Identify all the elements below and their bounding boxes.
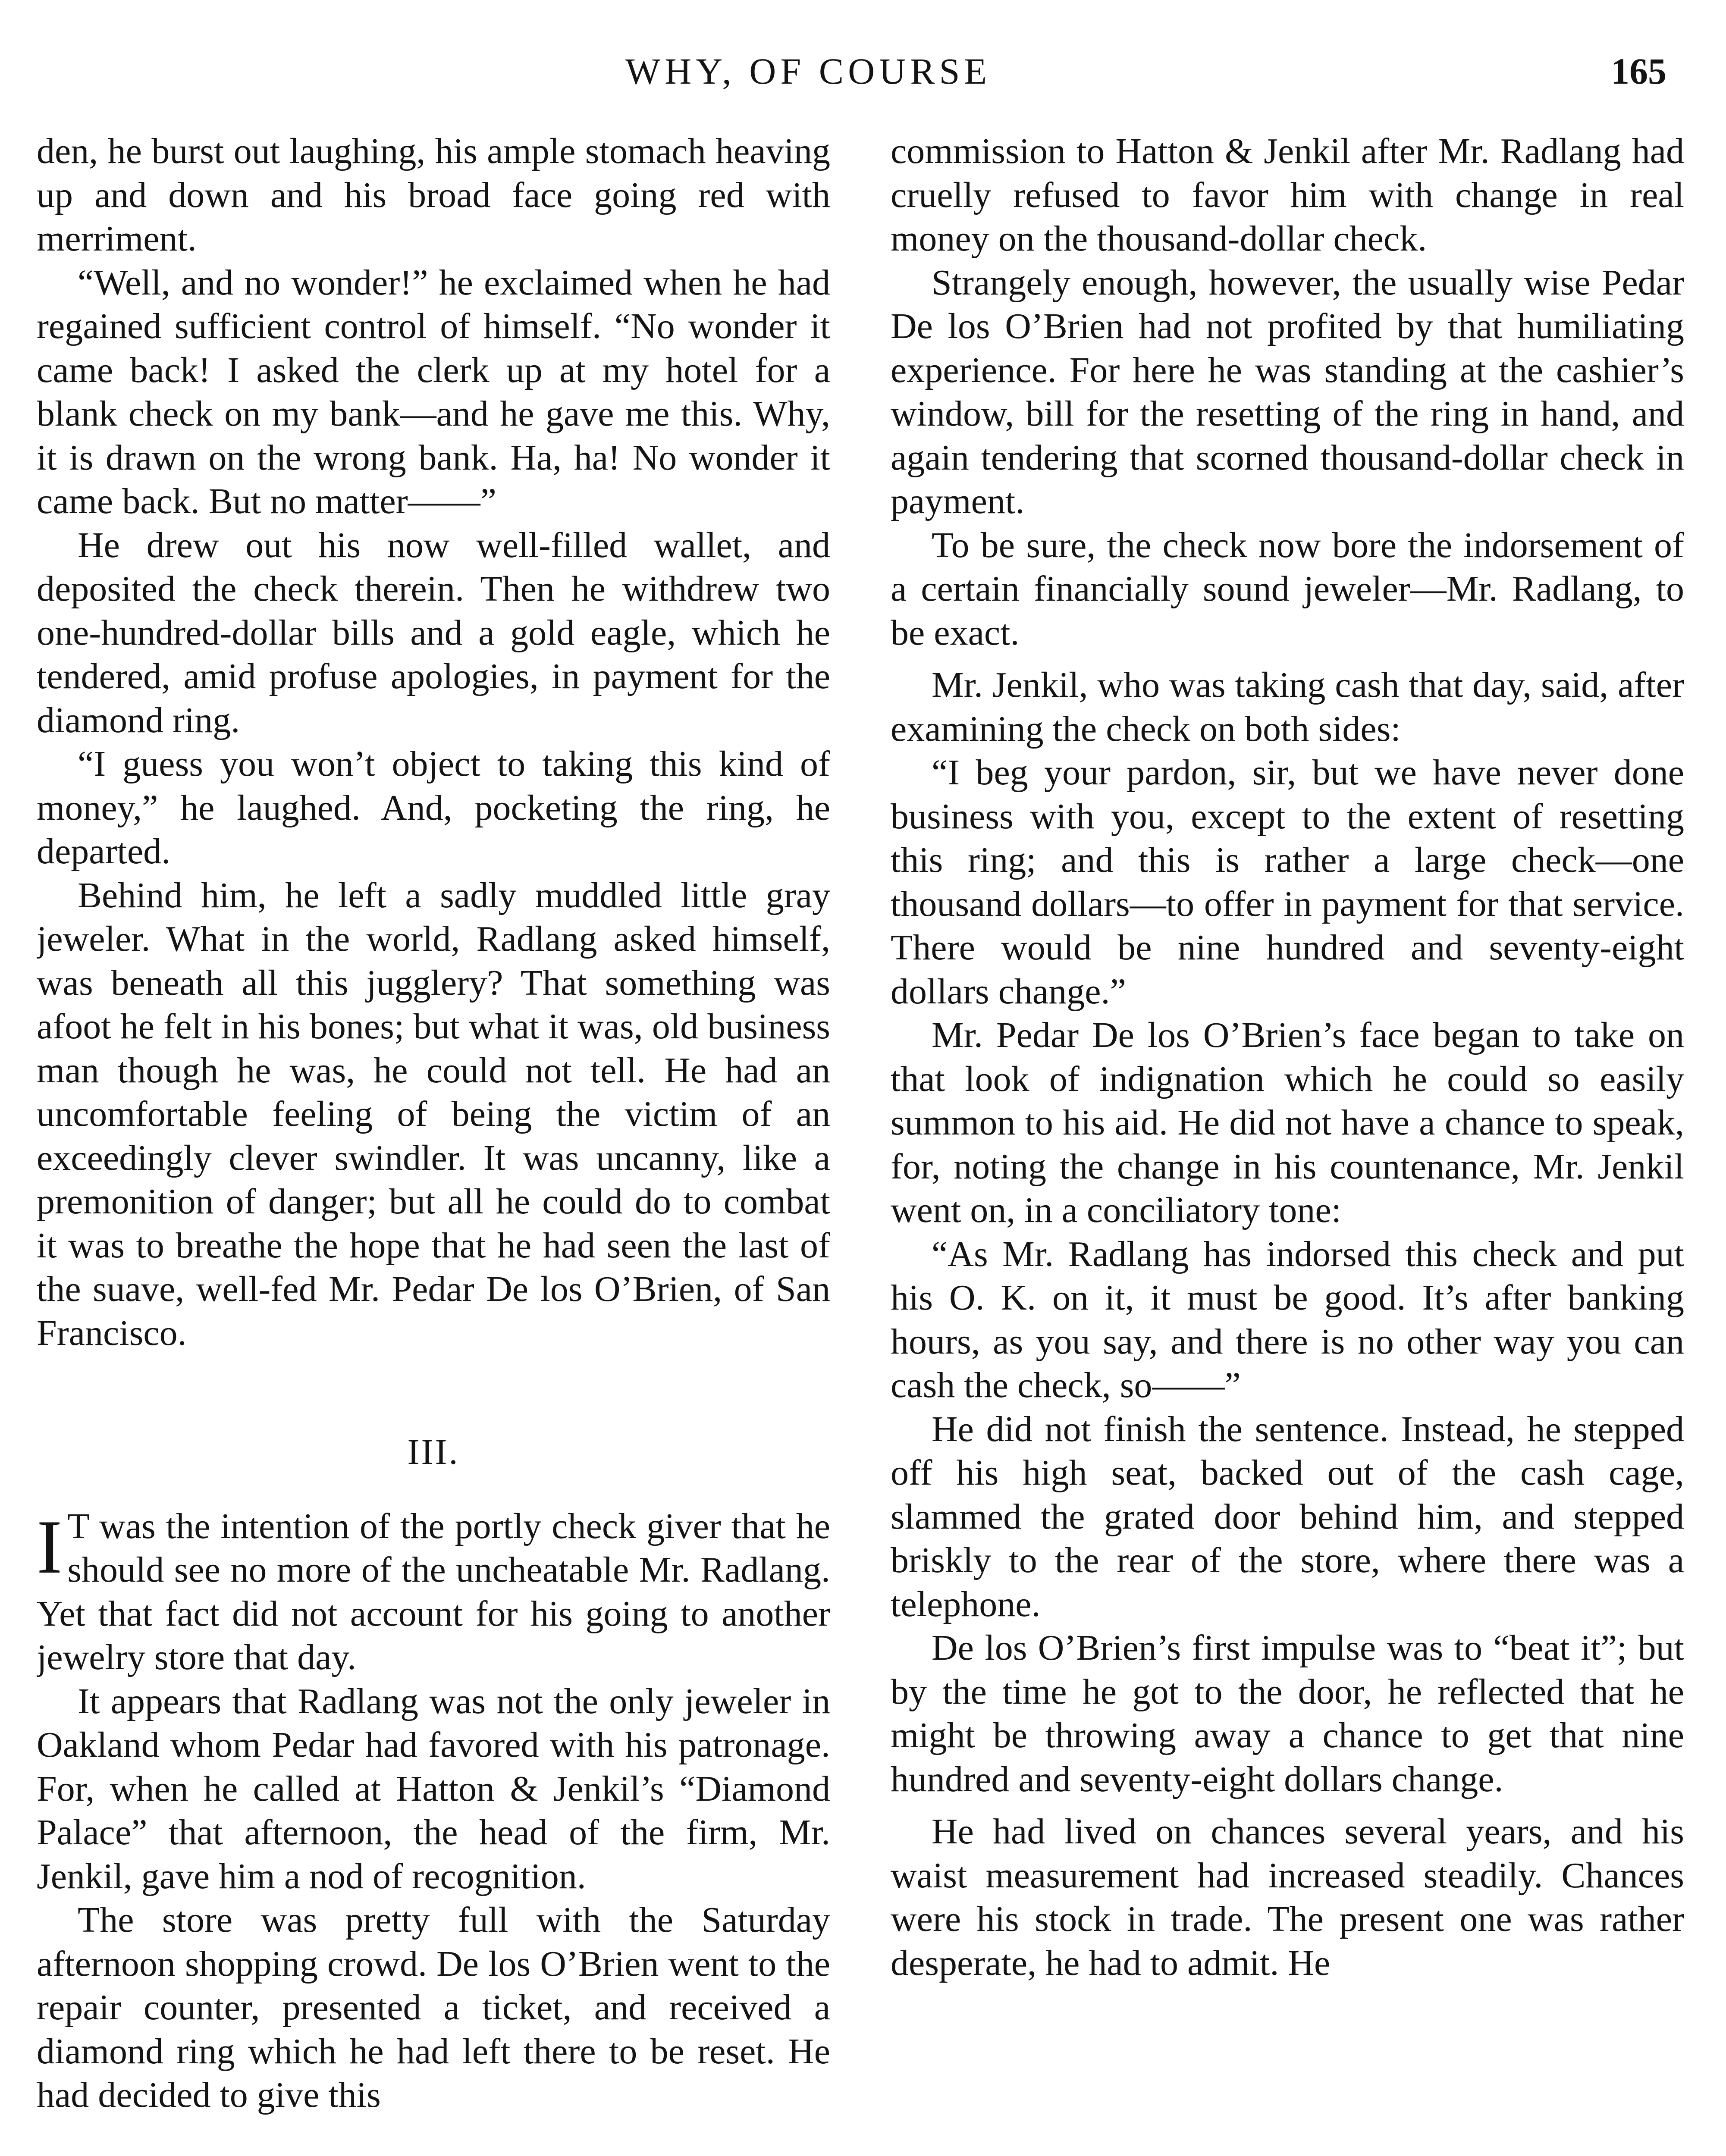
paragraph: It appears that Radlang was not the only jeweler in Oakland whom Pedar had favored with his patronage. For, when he called at Hatton & Jenkil’s “Diamond Palace” that afternoon, the head of the firm, Mr. Jenkil, gave him a nod of recognition.: [37, 1681, 830, 1896]
page-number: 165: [1611, 50, 1666, 92]
paragraph-continued: commission to Hatton & Jenkil after Mr. Radlang had cruelly refused to favor him with change in real money on the thousand-dollar check.: [891, 131, 1684, 259]
paragraph: Mr. Pedar De los O’Brien’s face began to take on that look of indignation which he could so easily summon to his aid. He did not have a chance to speak, for, noting the change in his countenance, Mr. Jenkil went on, in a conciliatory tone:: [891, 1015, 1684, 1230]
paragraph: He drew out his now well-filled wallet, and deposited the check therein. Then he withdrew two one-hundred-dollar bills and a gold eagle, which he tendered, amid profuse apologies, in payment for the diamond ring.: [37, 525, 830, 740]
paragraph-continued: den, he burst out laughing, his ample stomach heaving up and down and his broad face going red with merriment.: [37, 131, 830, 259]
paragraph: Behind him, he left a sadly muddled little gray jeweler. What in the world, Radlang asked himself, was beneath all this jugglery? That something was afoot he felt in his bones; but what it was, old business man though he was, he could not tell. He had an uncomfortable feeling of being the victim of an exceedingly clever swindler. It was uncanny, like a premonition of danger; but all he could do to combat it was to breathe the hope that he had seen the last of the suave, well-fed Mr. Pedar De los O’Brien, of San Francisco.: [37, 875, 830, 1353]
paragraph: He had lived on chances several years, and his waist measurement had increased steadily. Chances were his stock in trade. The present one was rather desperate, he had to admit. He: [891, 1811, 1684, 1983]
paragraph: “As Mr. Radlang has indorsed this check and put his O. K. on it, it must be good. It’s after banking hours, as you say, and there is no other way you can cash the check, so——”: [891, 1234, 1684, 1405]
dropcap-paragraph-text: T was the intention of the portly check giver that he should see no more of the uncheatable Mr. Radlang. Yet that fact did not account for his going to another jewelry store that day.: [37, 1506, 830, 1677]
dropcap-paragraph: [37, 1504, 830, 1680]
right-column: [891, 129, 1684, 2156]
paragraph: “Well, and no wonder!” he exclaimed when he had regained sufficient control of himself. “No wonder it came back! I asked the clerk up at my hotel for a blank check on my bank—and he gave me this. Why, it is drawn on the wrong bank. Ha, ha! No wonder it came back. But no matter——”: [37, 262, 830, 521]
running-head: [0, 50, 1726, 101]
paragraph: The store was pretty full with the Saturday afternoon shopping crowd. De los O’Brien went to the repair counter, presented a ticket, and received a diamond ring which he had left there to be reset. He had decided to give this: [37, 1900, 830, 2115]
left-column: [37, 129, 830, 2156]
paragraph: He did not finish the sentence. Instead, he stepped off his high seat, backed out of the cash cage, slammed the grated door behind him, and stepped briskly to the rear of the store, where there was a telephone.: [891, 1409, 1684, 1624]
paragraph: “I guess you won’t object to taking this kind of money,” he laughed. And, pocketing the ring, he departed.: [37, 744, 830, 871]
paragraph: Mr. Jenkil, who was taking cash that day, said, after examining the check on both sides:: [891, 665, 1684, 749]
drop-cap: I: [37, 1504, 63, 1589]
paragraph: Strangely enough, however, the usually wise Pedar De los O’Brien had not profited by that humiliating experience. For here he was standing at the cashier’s window, bill for the resetting of the ring in hand, and again tendering that scorned thousand-dollar check in payment.: [891, 262, 1684, 521]
section-heading: III.: [407, 1432, 460, 1472]
running-title: WHY, OF COURSE: [625, 50, 992, 92]
paragraph: “I beg your pardon, sir, but we have never done business with you, except to the extent of resetting this ring; and this is rather a large check—one thousand dollars—to offer in payment for that service. There would be nine hundred and seventy-eight dollars change.”: [891, 752, 1684, 1012]
paragraph: De los O’Brien’s first impulse was to “beat it”; but by the time he got to the door, he reflected that he might be throwing away a chance to get that nine hundred and seventy-eight dollars change.: [891, 1628, 1684, 1799]
paragraph: To be sure, the check now bore the indorsement of a certain financially sound jeweler—Mr. Radlang, to be exact.: [891, 525, 1684, 653]
